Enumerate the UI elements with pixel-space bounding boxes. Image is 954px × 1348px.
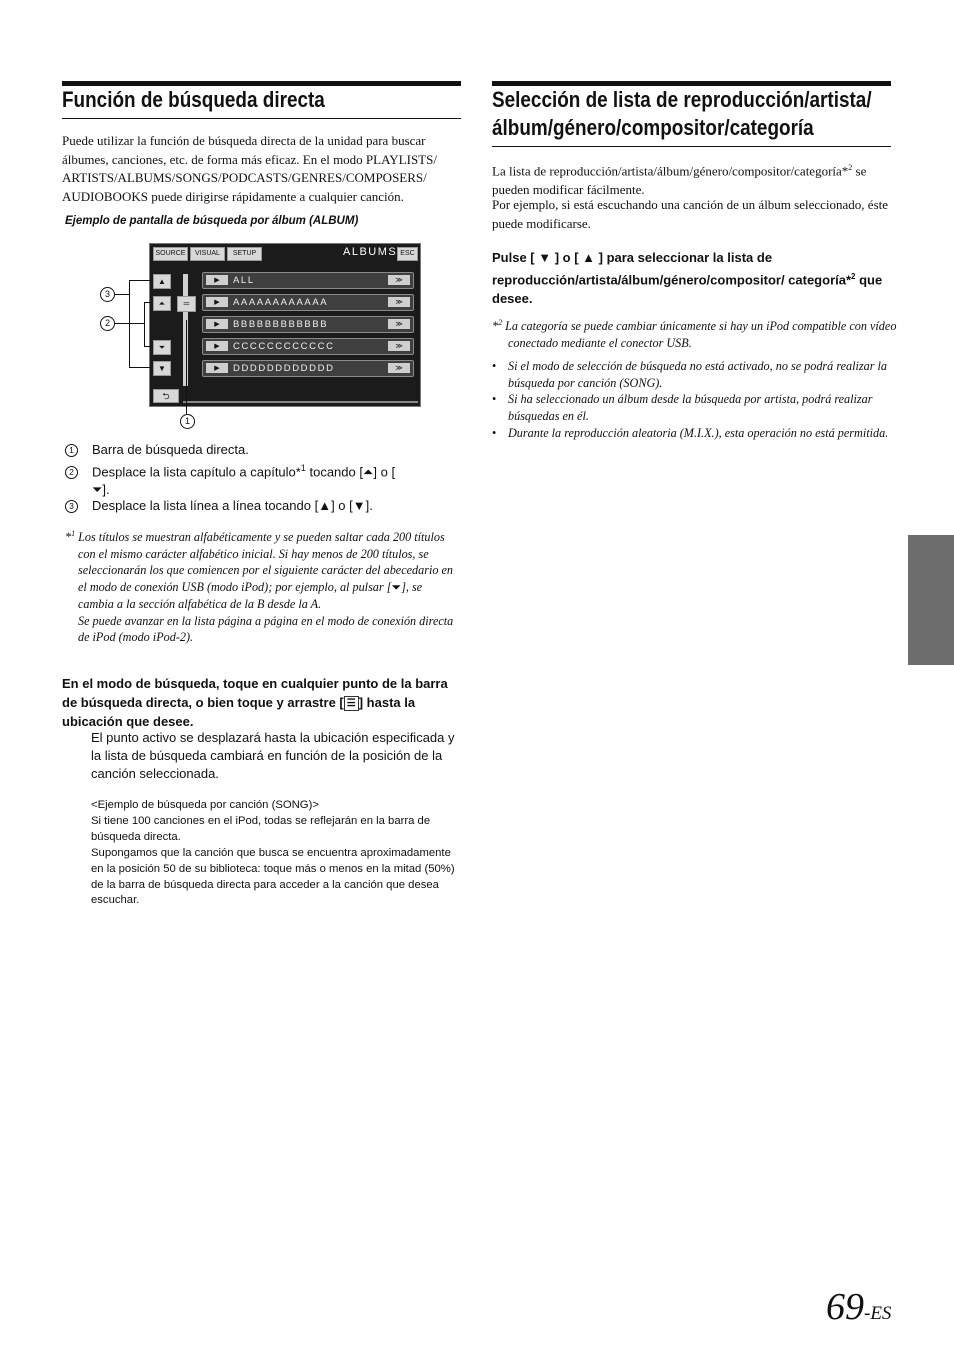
section-title-right-line1: Selección de lista de reproducción/artista/ — [492, 87, 872, 112]
handle-icon: [ ☰ ] — [339, 695, 364, 710]
chapter-down-icon: ⏷ — [92, 482, 103, 498]
list-row[interactable]: ▶ CCCCCCCCCCCC ≫ — [202, 338, 414, 355]
screen-title: ALBUMS — [343, 246, 398, 258]
section-title-right-line2: álbum/género/compositor/categoría — [492, 115, 814, 140]
list-item-2: 2 Desplace la lista capítulo a capítulo*$^1$ tocando [⏶] o [ ⏷]. — [65, 459, 465, 499]
line-down-icon: ▼ — [352, 498, 366, 513]
list-row[interactable]: ▶ DDDDDDDDDDDD ≫ — [202, 360, 414, 377]
line-up-icon: ▲ — [318, 498, 332, 513]
source-button[interactable]: SOURCE — [153, 247, 188, 261]
chapter-up-icon: ⏶ — [362, 464, 374, 480]
right-paragraph-2: Por ejemplo, si está escuchando una canción de un álbum seleccionado, éste puede modificarse. — [492, 197, 889, 231]
scroll-down-line-button[interactable]: ▼ — [153, 361, 171, 376]
list-item-3: 3 Desplace la lista línea a línea tocando [▲] o [▼]. — [65, 497, 465, 515]
list-row[interactable]: ▶ AAAAAAAAAAAA ≫ — [202, 294, 414, 311]
esc-button[interactable]: ESC — [397, 247, 418, 261]
visual-button[interactable]: VISUAL — [190, 247, 225, 261]
setup-button[interactable]: SETUP — [227, 247, 262, 261]
right-paragraph-1: La lista de reproducción/artista/álbum/género/compositor/categoría*$^2$ se pueden modificar fácilmente. — [492, 163, 867, 197]
example-heading: <Ejemplo de búsqueda por canción (SONG)> — [91, 799, 319, 811]
figure-caption: Ejemplo de pantalla de búsqueda por álbum (ALBUM) — [65, 215, 359, 227]
list-row[interactable]: ▶ BBBBBBBBBBBB ≫ — [202, 316, 414, 333]
intro-paragraph: Puede utilizar la función de búsqueda directa de la unidad para buscar álbumes, canciones, etc. de forma más eficaz. En el modo PLAYLISTS/ ARTISTS/ALBUMS/SONGS/PODCASTS/GENRES/COMPOSERS/ AUDIOBOOKS puede dirigirse rápidamente a cualquier canción. — [62, 133, 437, 204]
page-number: 69-ES — [826, 1286, 892, 1328]
back-button[interactable]: ⮌ — [153, 389, 179, 403]
title-rule-bottom — [62, 118, 461, 119]
list-item-1: 1 Barra de búsqueda directa. — [65, 441, 465, 459]
scroll-up-chapter-button[interactable]: ⏶ — [153, 296, 171, 311]
callout-2: 2 — [100, 316, 115, 331]
list-item: • Si el modo de selección de búsqueda no está activado, no se podrá realizar la búsqueda por canción (SONG). — [492, 359, 887, 390]
search-bar-handle[interactable]: ═ — [177, 296, 196, 312]
chapter-down-icon: ⏷ — [391, 580, 402, 595]
scroll-up-line-button[interactable]: ▲ — [153, 274, 171, 289]
side-tab-marker — [908, 535, 954, 665]
notes-list — [492, 358, 890, 442]
example-paragraph-1: Si tiene 100 canciones en el iPod, todas se reflejarán en la barra de búsqueda directa. — [91, 815, 431, 843]
footnote-1: *$^1$ Los títulos se muestran alfabéticamente y se pueden saltar cada 200 títulos con el mismo carácter alfabético inicial. Si hay menos de 200 títulos, se seleccionarán los que comiencen por el siguiente carácter del abecedario en el modo de conexión USB (modo iPod); por ejemplo, al pulsar [⏷], se cambia a la sección alfabética de la B desde la A. Se puede avanzar en la lista página a página en el modo de conexión directa de iPod (modo iPod-2). — [65, 529, 454, 645]
example-paragraph-2: Supongamos que la canción que busca se encuentra aproximadamente en la posición 50 de su biblioteca: toque más o menos en la mitad (50%) de la barra de búsqueda directa para acceder a la canción que desea escuchar. — [91, 847, 455, 907]
footnote-2: *$^2$ La categoría se puede cambiar únicamente si hay un iPod compatible con vídeo conectado mediante el conector USB. — [492, 318, 897, 350]
instruction-heading: En el modo de búsqueda, toque en cualquier punto de la barra de búsqueda directa, o bien toque y arrastre [ ☰ ] hasta la ubicación que desee. — [62, 676, 448, 729]
list-item: • Si ha seleccionado un álbum desde la búsqueda por artista, podrá realizar búsquedas en él. — [492, 392, 873, 424]
callout-3: 3 — [100, 287, 115, 302]
instruction-body: El punto activo se desplazará hasta la ubicación especificada y la lista de búsqueda cambiará en función de la posición de la canción seleccionada. — [91, 730, 455, 781]
title-rule-bottom — [492, 146, 891, 147]
up-icon: [ ▲ ] — [574, 250, 603, 265]
right-instruction: Pulse [ ▼ ] o [ ▲ ] para seleccionar la lista de reproducción/artista/álbum/género/compositor/ categoría*$^2$ que desee. — [492, 250, 883, 307]
album-search-screen — [149, 243, 421, 407]
scroll-down-chapter-button[interactable]: ⏷ — [153, 340, 171, 355]
list-row[interactable]: ▶ ALL ≫ — [202, 272, 414, 289]
callout-1: 1 — [180, 414, 195, 429]
list-item: • Durante la reproducción aleatoria (M.I.X.), esta operación no está permitida. — [492, 425, 889, 440]
section-title-left: Función de búsqueda directa — [62, 87, 325, 112]
down-icon: [ ▼ ] — [530, 250, 560, 265]
